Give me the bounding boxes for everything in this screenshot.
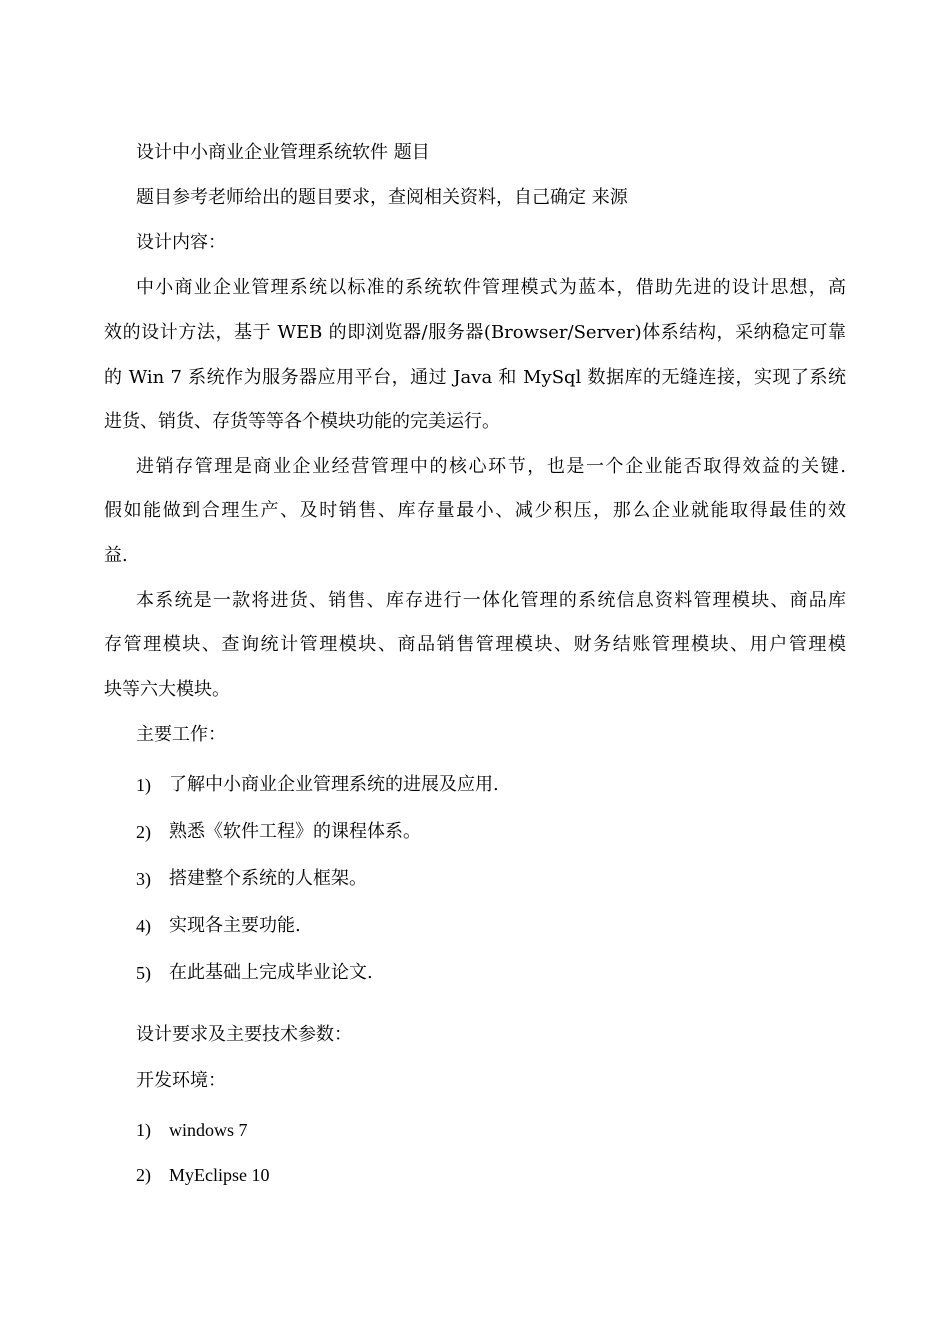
list-item-number: 1)	[136, 1120, 151, 1140]
list-item-text: 熟悉《软件工程》的课程体系。	[169, 821, 421, 842]
list-item-text: windows 7	[169, 1120, 248, 1140]
requirements-label: 设计要求及主要技术参数：	[136, 1024, 352, 1045]
list-item-number: 4)	[136, 916, 151, 936]
list-item-number: 3)	[136, 869, 151, 889]
list-item-text: 了解中小商业企业管理系统的进展及应用.	[169, 774, 499, 795]
paragraph-1-line-2: 效的设计方法，基于 WEB 的即浏览器/服务器(Browser/Server)体系结构，采纳稳定可靠	[104, 322, 846, 343]
paragraph-1-line-3: 的 Win 7 系统作为服务器应用平台，通过 Java 和 MySql 数据库的无缝连接，实现了系统	[104, 367, 846, 388]
paragraph-3-line-2: 存管理模块、查询统计管理模块、商品销售管理模块、财务结账管理模块、用户管理模	[104, 634, 846, 655]
list-item-number: 2)	[136, 822, 151, 842]
source-line: 题目参考老师给出的题目要求，查阅相关资料，自己确定 来源	[136, 187, 628, 208]
list-item-text: MyEclipse 10	[169, 1165, 270, 1185]
dev-environment-label: 开发环境：	[136, 1070, 226, 1091]
list-item-text: 在此基础上完成毕业论文.	[169, 962, 373, 983]
list-item-text: 实现各主要功能.	[169, 915, 301, 936]
paragraph-2-line-1: 进销存管理是商业企业经营管理中的核心环节，也是一个企业能否取得效益的关键.	[136, 456, 846, 477]
paragraph-1-line-1: 中小商业企业管理系统以标准的系统软件管理模式为蓝本，借助先进的设计思想，高	[136, 277, 846, 298]
design-content-label: 设计内容：	[136, 232, 226, 253]
paragraph-3-line-3: 块等六大模块。	[104, 679, 230, 700]
main-work-label: 主要工作：	[136, 724, 226, 745]
paragraph-1-line-4: 进货、销货、存货等等各个模块功能的完美运行。	[104, 411, 500, 432]
list-item-number: 1)	[136, 775, 151, 795]
paragraph-2-line-3: 益.	[104, 545, 128, 566]
paragraph-3-line-1: 本系统是一款将进货、销售、库存进行一体化管理的系统信息资料管理模块、商品库	[136, 590, 846, 611]
paragraph-2-line-2: 假如能做到合理生产、及时销售、库存量最小、减少积压，那么企业就能取得最佳的效	[104, 500, 846, 521]
list-item-text: 搭建整个系统的人框架。	[169, 868, 367, 889]
list-item-number: 2)	[136, 1165, 151, 1185]
list-item-number: 5)	[136, 963, 151, 983]
title-line: 设计中小商业企业管理系统软件 题目	[136, 142, 430, 163]
